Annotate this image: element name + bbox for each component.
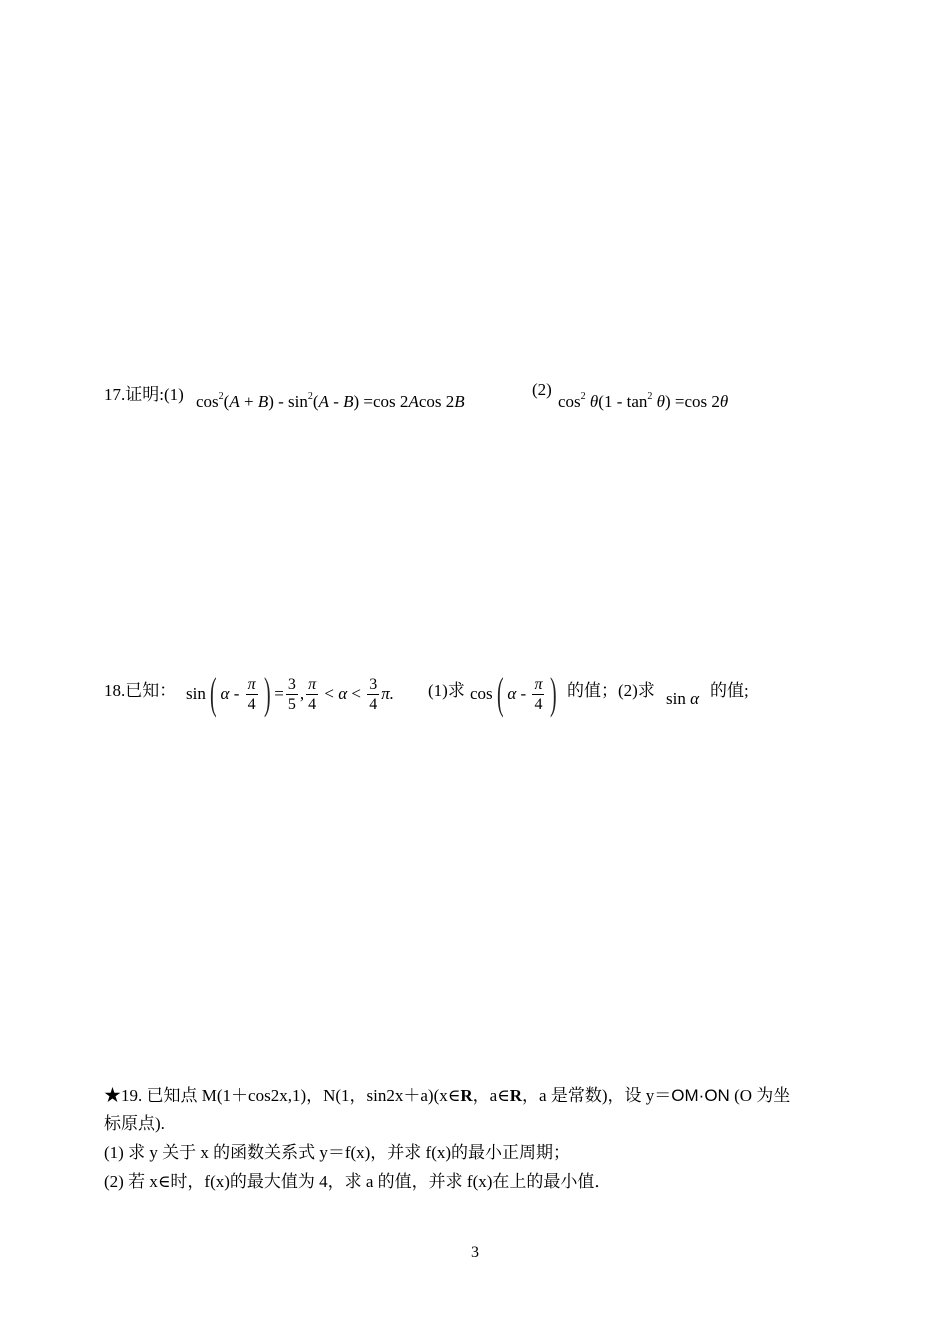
q18-cos-formula: cos( α - $\frac{\pi}{4}$ ) <box>470 669 558 718</box>
q19-line-3: (1) 求 y 关于 x 的函数关系式 y＝f(x)，并求 f(x)的最小正周期； <box>104 1143 571 1162</box>
q18-value-text-1: 的值；(2)求 <box>567 681 655 700</box>
question-17 <box>104 380 184 405</box>
q19-line-2: 标原点). <box>104 1114 165 1133</box>
q18-part1: (1)求 <box>428 681 465 700</box>
q17-label: 17.证明:(1) <box>104 385 184 404</box>
q17-formula-2: $\cos^2 \theta(1 - \tan^2 \theta) =\cos$ 2θ <box>558 391 729 411</box>
question-18-label: 18.已知： <box>104 681 177 700</box>
q18-sin-alpha: sin α <box>666 689 700 708</box>
q17-formula-1: $\cos^2(A + B) - \sin^2(A - B) =\cos$ 2Acos 2B <box>196 391 465 411</box>
q19-line-4: (2) 若 x∈时，f(x)的最大值为 4，求 a 的值，并求 f(x)在上的最小值． <box>104 1172 612 1191</box>
vector-on: ON <box>704 1086 730 1105</box>
q18-value-text-2: 的值; <box>710 681 749 700</box>
vector-om: OM <box>671 1086 699 1105</box>
q19-line-1: ★19. 已知点 M(1＋cos2x,1)，N(1，sin2x＋a)(x∈R，a∈R，a 是常数)，设 y＝OM·ON (O 为坐 <box>104 1086 791 1105</box>
q18-given-formula: sin( α - $\frac{\pi}{4}$ ) = $\frac{3}{5}$ , $\frac{\pi}{4}$ < α < $\frac{3}{4}$ π. <box>186 669 395 718</box>
page-number: 3 <box>471 1244 479 1261</box>
q17-part2-label: (2) <box>532 380 552 399</box>
